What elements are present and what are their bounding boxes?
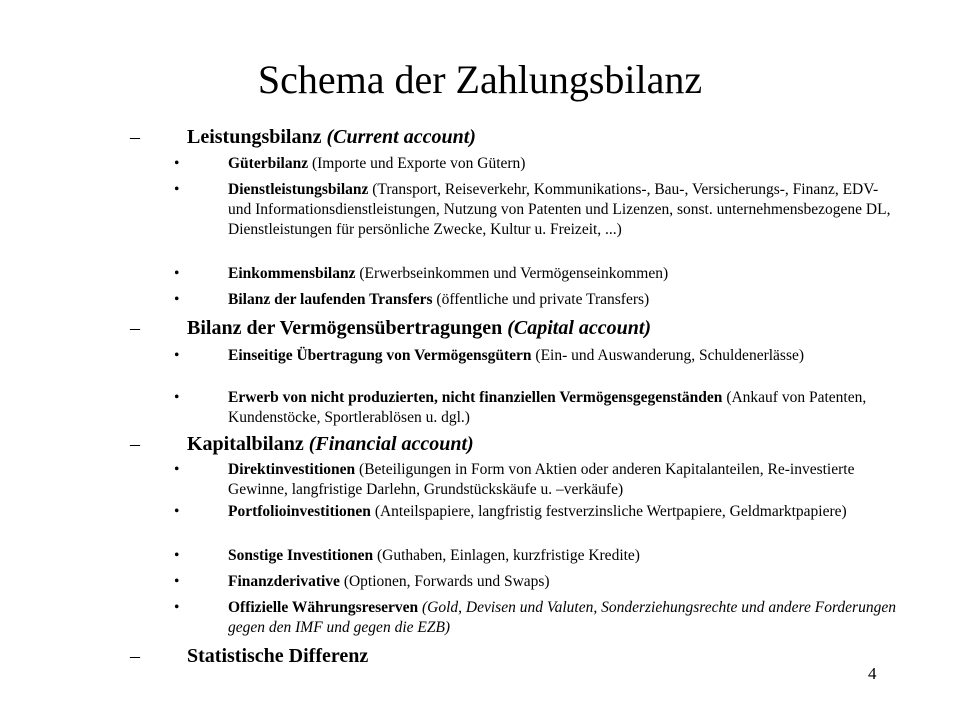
item-term: Einseitige Übertragung von Vermögensgütern [228, 347, 532, 364]
item-desc: (Erwerbseinkommen und Vermögenseinkommen) [355, 265, 669, 282]
dash-marker: – [130, 126, 140, 148]
section-label: Bilanz der Vermögensübertragungen [187, 317, 503, 339]
section-label: Leistungsbilanz [187, 126, 322, 148]
item-desc: (Gold, Devisen und Valuten, Sonderziehungsrechte und andere Forderungen gegen den IMF und gegen die EZB) [228, 599, 896, 636]
page-title: Schema der Zahlungsbilanz [257, 57, 703, 102]
item-term: Dienstleistungsbilanz [228, 181, 369, 198]
section-label-en: (Current account) [326, 126, 476, 148]
item-desc: (Ankauf von Patenten, Kundenstöcke, Sportlerablösen u. dgl.) [228, 389, 867, 426]
bullet-icon: • [174, 181, 180, 198]
item-desc: (Beteiligungen in Form von Aktien oder anderen Kapitalanteilen, Re-investierte Gewinne, langfristige Darlehn, Grundstückskäufe u. –verkäufe) [228, 461, 855, 498]
item-term: Sonstige Investitionen [228, 547, 374, 564]
item-term: Finanzderivative [228, 573, 340, 590]
bullet-icon: • [174, 291, 180, 308]
item-desc: (Guthaben, Einlagen, kurzfristige Kredite) [373, 547, 640, 564]
item-desc: (Optionen, Forwards und Swaps) [339, 573, 550, 590]
bullet-icon: • [174, 389, 180, 406]
dash-marker: – [130, 645, 140, 667]
section-label-en: (Capital account) [507, 317, 652, 339]
dash-marker: – [130, 317, 140, 339]
section-label-en: (Financial account) [308, 433, 474, 455]
item-term: Portfolioinvestitionen [228, 503, 371, 520]
item-term: Einkommensbilanz [228, 265, 356, 282]
bullet-icon: • [174, 347, 180, 364]
page-number: 4 [868, 664, 877, 683]
item-desc: (Importe und Exporte von Gütern) [308, 155, 526, 172]
section-label: Statistische Differenz [187, 645, 369, 667]
item-desc: (öffentliche und private Transfers) [432, 291, 650, 308]
item-desc: (Ein- und Auswanderung, Schuldenerlässe) [531, 347, 805, 364]
bullet-icon: • [174, 503, 180, 520]
item-term: Offizielle Währungsreserven [228, 599, 419, 616]
section-label: Kapitalbilanz [187, 433, 304, 455]
bullet-icon: • [174, 599, 180, 616]
item-term: Güterbilanz [228, 155, 309, 172]
bullet-icon: • [174, 573, 180, 590]
dash-marker: – [130, 433, 140, 455]
item-term: Direktinvestitionen [228, 461, 356, 478]
item-desc: (Anteilspapiere, langfristig festverzinsliche Wertpapiere, Geldmarktpapiere) [370, 503, 847, 520]
bullet-icon: • [174, 155, 180, 172]
item-term: Bilanz der laufenden Transfers [228, 291, 433, 308]
item-desc: (Transport, Reiseverkehr, Kommunikations-, Bau-, Versicherungs-, Finanz, EDV- und Informationsdienstleistungen, Nutzung von Patenten und Lizenzen, sonst. unternehmensbezogene DL, Dienstleistungen für persönliche Zwecke, Kultur u. Freizeit, ...) [228, 181, 891, 238]
bullet-icon: • [174, 265, 180, 282]
bullet-icon: • [174, 461, 180, 478]
bullet-icon: • [174, 547, 180, 564]
item-term: Erwerb von nicht produzierten, nicht finanziellen Vermögensgegenständen [228, 389, 723, 406]
